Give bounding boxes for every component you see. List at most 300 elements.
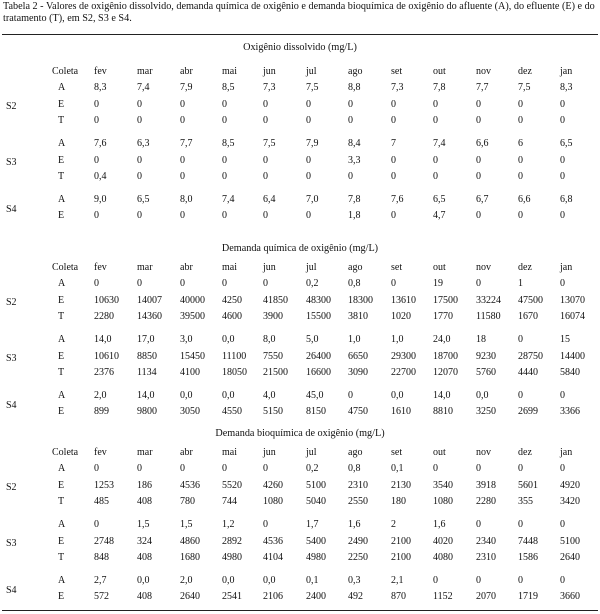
table-cell: 7,7 xyxy=(476,82,489,94)
table-cell: 7,9 xyxy=(306,138,319,150)
table-cell: 8,3 xyxy=(560,82,573,94)
month-header: mai xyxy=(222,66,237,77)
table-cell: 4080 xyxy=(433,551,453,563)
table-cell: 0 xyxy=(263,463,268,475)
table-cell: 0,2 xyxy=(306,278,319,290)
table-cell: 2340 xyxy=(476,535,496,547)
table-cell: 4260 xyxy=(263,479,283,491)
table-cell: 8,0 xyxy=(263,334,276,346)
table-cell: 0 xyxy=(348,390,353,402)
table-cell: 19 xyxy=(433,278,443,290)
table-cell: 3250 xyxy=(476,406,496,418)
table-caption: Tabela 2 - Valores de oxigênio dissolvido, demanda química de oxigênio e demanda bioquímica de oxigênio do afluente (A), do efluente (E) e do tratamento (T), em S2, S3 e S4. xyxy=(3,1,595,24)
table-cell: 7,0 xyxy=(306,194,319,206)
table-cell: 8,5 xyxy=(222,138,235,150)
table-cell: 408 xyxy=(137,495,152,507)
table-cell: 13070 xyxy=(560,294,585,306)
table-cell: 0 xyxy=(263,170,268,182)
row-label: A xyxy=(58,138,66,150)
table-cell: 0 xyxy=(180,98,185,110)
month-header: nov xyxy=(476,66,491,77)
table-cell: 2100 xyxy=(391,535,411,547)
month-header: set xyxy=(391,447,403,458)
table-cell: 0,0 xyxy=(137,575,150,587)
table-cell: 3090 xyxy=(348,366,368,378)
table-cell: 6,8 xyxy=(560,194,573,206)
table-cell: 33224 xyxy=(476,294,501,306)
month-header: ago xyxy=(348,447,363,458)
table-cell: 6 xyxy=(518,138,523,150)
table-cell: 17,0 xyxy=(137,334,155,346)
table-cell: 14,0 xyxy=(433,390,451,402)
table-cell: 6,5 xyxy=(433,194,446,206)
row-label: A xyxy=(58,194,66,206)
table-cell: 0 xyxy=(560,575,565,587)
table-cell: 39500 xyxy=(180,310,205,322)
table-cell: 8,4 xyxy=(348,138,361,150)
table-cell: 2,0 xyxy=(94,390,107,402)
table-cell: 0 xyxy=(391,278,396,290)
table-cell: 0,0 xyxy=(391,390,404,402)
table-cell: 10610 xyxy=(94,350,119,362)
table-cell: 180 xyxy=(391,495,406,507)
table-cell: 26400 xyxy=(306,350,331,362)
table-cell: 47500 xyxy=(518,294,543,306)
section-title: Demanda bioquímica de oxigênio (mg/L) xyxy=(215,428,385,439)
table-cell: 0 xyxy=(476,114,481,126)
row-label: E xyxy=(58,294,65,306)
table-cell: 0 xyxy=(560,114,565,126)
table-cell: 2640 xyxy=(180,591,200,603)
table-cell: 5150 xyxy=(263,406,283,418)
month-header: set xyxy=(391,262,403,273)
site-label: S2 xyxy=(6,100,17,112)
table-cell: 0 xyxy=(222,463,227,475)
table-cell: 0 xyxy=(180,114,185,126)
table-cell: 7,9 xyxy=(180,82,193,94)
table-cell: 0 xyxy=(518,114,523,126)
table-cell: 48300 xyxy=(306,294,331,306)
table-cell: 4,0 xyxy=(263,390,276,402)
table-cell: 6,6 xyxy=(476,138,489,150)
table-cell: 4536 xyxy=(263,535,283,547)
table-cell: 1020 xyxy=(391,310,411,322)
table-cell: 7,3 xyxy=(263,82,276,94)
table-cell: 4750 xyxy=(348,406,368,418)
month-header: mar xyxy=(137,447,153,458)
row-label: E xyxy=(58,350,65,362)
table-cell: 0 xyxy=(180,154,185,166)
row-label: E xyxy=(58,479,65,491)
table-cell: 14400 xyxy=(560,350,585,362)
table-cell: 14,0 xyxy=(94,334,112,346)
table-cell: 14360 xyxy=(137,310,162,322)
table-cell: 0 xyxy=(518,154,523,166)
table-cell: 0 xyxy=(306,114,311,126)
table-cell: 4,7 xyxy=(433,210,446,222)
table-cell: 0 xyxy=(560,98,565,110)
month-header: fev xyxy=(94,66,107,77)
table-cell: 1152 xyxy=(433,591,453,603)
table-cell: 7,4 xyxy=(137,82,150,94)
table-cell: 5520 xyxy=(222,479,242,491)
table-cell: 2310 xyxy=(476,551,496,563)
table-cell: 2 xyxy=(391,519,396,531)
table-cell: 5040 xyxy=(306,495,326,507)
table-cell: 15 xyxy=(560,334,570,346)
table-cell: 0 xyxy=(391,98,396,110)
table-cell: 0 xyxy=(263,98,268,110)
row-label: E xyxy=(58,535,65,547)
table-cell: 18300 xyxy=(348,294,373,306)
table-cell: 4920 xyxy=(560,479,580,491)
table-cell: 0,0 xyxy=(180,390,193,402)
table-cell: 0 xyxy=(263,278,268,290)
table-cell: 0 xyxy=(560,463,565,475)
table-cell: 0 xyxy=(433,154,438,166)
table-cell: 0 xyxy=(94,519,99,531)
table-cell: 10630 xyxy=(94,294,119,306)
table-cell: 1670 xyxy=(518,310,538,322)
table-cell: 4250 xyxy=(222,294,242,306)
table-cell: 5400 xyxy=(306,535,326,547)
coleta-header: Coleta xyxy=(52,447,79,458)
table-cell: 2748 xyxy=(94,535,114,547)
table-cell: 0 xyxy=(137,463,142,475)
table-cell: 7,4 xyxy=(433,138,446,150)
month-header: nov xyxy=(476,262,491,273)
table-cell: 4600 xyxy=(222,310,242,322)
table-cell: 0 xyxy=(137,278,142,290)
table-cell: 899 xyxy=(94,406,109,418)
table-cell: 2280 xyxy=(94,310,114,322)
month-header: jul xyxy=(306,262,317,273)
month-header: jul xyxy=(306,66,317,77)
table-cell: 0,0 xyxy=(476,390,489,402)
table-cell: 1,5 xyxy=(137,519,150,531)
table-cell: 0,0 xyxy=(222,390,235,402)
month-header: abr xyxy=(180,262,193,273)
table-cell: 0 xyxy=(433,575,438,587)
table-cell: 0 xyxy=(476,170,481,182)
table-cell: 0 xyxy=(137,210,142,222)
row-label: T xyxy=(58,310,65,322)
table-cell: 4980 xyxy=(306,551,326,563)
table-cell: 15450 xyxy=(180,350,205,362)
table-cell: 8,0 xyxy=(180,194,193,206)
site-label: S3 xyxy=(6,352,17,364)
table-cell: 6,5 xyxy=(137,194,150,206)
table-cell: 1080 xyxy=(263,495,283,507)
table-cell: 0 xyxy=(180,463,185,475)
table-cell: 0 xyxy=(560,278,565,290)
table-cell: 16600 xyxy=(306,366,331,378)
row-label: T xyxy=(58,114,65,126)
table-cell: 4536 xyxy=(180,479,200,491)
table-top-rule xyxy=(2,34,598,35)
month-header: mai xyxy=(222,447,237,458)
month-header: fev xyxy=(94,447,107,458)
table-cell: 0 xyxy=(518,98,523,110)
table-cell: 870 xyxy=(391,591,406,603)
table-cell: 0 xyxy=(560,519,565,531)
table-cell: 0 xyxy=(306,210,311,222)
table-cell: 8850 xyxy=(137,350,157,362)
table-cell: 7550 xyxy=(263,350,283,362)
site-label: S2 xyxy=(6,481,17,493)
table-cell: 0 xyxy=(391,114,396,126)
table-cell: 7,5 xyxy=(306,82,319,94)
table-cell: 4860 xyxy=(180,535,200,547)
table-cell: 355 xyxy=(518,495,533,507)
table-cell: 744 xyxy=(222,495,237,507)
table-cell: 0 xyxy=(518,575,523,587)
table-cell: 3,3 xyxy=(348,154,361,166)
table-cell: 0 xyxy=(518,170,523,182)
table-cell: 0 xyxy=(476,519,481,531)
table-cell: 1,0 xyxy=(391,334,404,346)
table-cell: 45,0 xyxy=(306,390,324,402)
table-cell: 7,6 xyxy=(94,138,107,150)
table-cell: 0,8 xyxy=(348,463,361,475)
month-header: abr xyxy=(180,447,193,458)
table-cell: 0 xyxy=(433,463,438,475)
table-cell: 40000 xyxy=(180,294,205,306)
table-cell: 14007 xyxy=(137,294,162,306)
table-cell: 4100 xyxy=(180,366,200,378)
table-cell: 2280 xyxy=(476,495,496,507)
table-cell: 0 xyxy=(94,210,99,222)
table-cell: 492 xyxy=(348,591,363,603)
table-cell: 6,3 xyxy=(137,138,150,150)
table-cell: 8,5 xyxy=(222,82,235,94)
table-cell: 0 xyxy=(348,98,353,110)
table-cell: 1,7 xyxy=(306,519,319,531)
table-cell: 0 xyxy=(433,114,438,126)
table-cell: 2892 xyxy=(222,535,242,547)
table-cell: 780 xyxy=(180,495,195,507)
table-cell: 0 xyxy=(306,154,311,166)
month-header: set xyxy=(391,66,403,77)
table-cell: 2130 xyxy=(391,479,411,491)
table-cell: 5760 xyxy=(476,366,496,378)
table-cell: 0,2 xyxy=(306,463,319,475)
table-cell: 2070 xyxy=(476,591,496,603)
table-cell: 17500 xyxy=(433,294,458,306)
table-cell: 7448 xyxy=(518,535,538,547)
site-label: S4 xyxy=(6,400,17,412)
table-cell: 0 xyxy=(94,463,99,475)
table-cell: 7,7 xyxy=(180,138,193,150)
table-cell: 2400 xyxy=(306,591,326,603)
table-cell: 0 xyxy=(137,98,142,110)
table-cell: 7,3 xyxy=(391,82,404,94)
table-cell: 5601 xyxy=(518,479,538,491)
table-cell: 0 xyxy=(476,463,481,475)
table-cell: 2376 xyxy=(94,366,114,378)
table-cell: 0 xyxy=(476,278,481,290)
table-cell: 0 xyxy=(560,154,565,166)
table-cell: 0 xyxy=(391,154,396,166)
table-cell: 0 xyxy=(518,210,523,222)
site-label: S3 xyxy=(6,537,17,549)
table-cell: 2541 xyxy=(222,591,242,603)
table-cell: 3050 xyxy=(180,406,200,418)
table-cell: 0 xyxy=(222,278,227,290)
table-cell: 0,1 xyxy=(391,463,404,475)
row-label: A xyxy=(58,575,66,587)
table-cell: 24,0 xyxy=(433,334,451,346)
table-cell: 7,6 xyxy=(391,194,404,206)
site-label: S4 xyxy=(6,585,17,597)
table-cell: 15500 xyxy=(306,310,331,322)
table-cell: 0,3 xyxy=(348,575,361,587)
row-label: E xyxy=(58,210,65,222)
table-cell: 1,8 xyxy=(348,210,361,222)
month-header: jul xyxy=(306,447,317,458)
table-cell: 7,8 xyxy=(348,194,361,206)
month-header: out xyxy=(433,262,446,273)
row-label: T xyxy=(58,366,65,378)
row-label: A xyxy=(58,278,66,290)
table-cell: 0 xyxy=(476,575,481,587)
table-cell: 3420 xyxy=(560,495,580,507)
table-cell: 485 xyxy=(94,495,109,507)
month-header: mar xyxy=(137,262,153,273)
table-cell: 0 xyxy=(222,98,227,110)
table-cell: 1253 xyxy=(94,479,114,491)
table-cell: 0 xyxy=(263,114,268,126)
table-cell: 6650 xyxy=(348,350,368,362)
table-cell: 3366 xyxy=(560,406,580,418)
table-cell: 0,0 xyxy=(222,575,235,587)
month-header: jun xyxy=(263,262,276,273)
table-cell: 1 xyxy=(518,278,523,290)
table-cell: 1,6 xyxy=(433,519,446,531)
table-cell: 5100 xyxy=(306,479,326,491)
table-cell: 848 xyxy=(94,551,109,563)
table-cell: 0 xyxy=(94,98,99,110)
month-header: mar xyxy=(137,66,153,77)
table-cell: 0 xyxy=(518,390,523,402)
site-label: S3 xyxy=(6,156,17,168)
table-cell: 0 xyxy=(476,98,481,110)
month-header: ago xyxy=(348,262,363,273)
table-cell: 12070 xyxy=(433,366,458,378)
row-label: A xyxy=(58,519,66,531)
table-cell: 1,2 xyxy=(222,519,235,531)
row-label: E xyxy=(58,98,65,110)
table-cell: 3810 xyxy=(348,310,368,322)
table-cell: 0 xyxy=(180,210,185,222)
table-cell: 21500 xyxy=(263,366,288,378)
table-cell: 2,1 xyxy=(391,575,404,587)
row-label: T xyxy=(58,551,65,563)
table-cell: 0 xyxy=(263,519,268,531)
table-cell: 0,1 xyxy=(306,575,319,587)
site-label: S4 xyxy=(6,204,17,216)
table-cell: 3660 xyxy=(560,591,580,603)
table-cell: 7,4 xyxy=(222,194,235,206)
table-cell: 2640 xyxy=(560,551,580,563)
table-cell: 0 xyxy=(137,114,142,126)
coleta-header: Coleta xyxy=(52,262,79,273)
table-cell: 41850 xyxy=(263,294,288,306)
table-cell: 186 xyxy=(137,479,152,491)
table-cell: 8150 xyxy=(306,406,326,418)
table-cell: 4020 xyxy=(433,535,453,547)
table-cell: 4440 xyxy=(518,366,538,378)
table-cell: 2100 xyxy=(391,551,411,563)
month-header: out xyxy=(433,66,446,77)
table-cell: 4104 xyxy=(263,551,283,563)
table-cell: 0 xyxy=(180,170,185,182)
table-cell: 5840 xyxy=(560,366,580,378)
table-cell: 1134 xyxy=(137,366,157,378)
month-header: nov xyxy=(476,447,491,458)
table-cell: 0,0 xyxy=(263,575,276,587)
table-cell: 5100 xyxy=(560,535,580,547)
table-cell: 8,8 xyxy=(348,82,361,94)
table-cell: 11580 xyxy=(476,310,501,322)
table-cell: 0,4 xyxy=(94,170,107,182)
table-cell: 0 xyxy=(222,210,227,222)
table-cell: 0 xyxy=(560,210,565,222)
table-cell: 6,7 xyxy=(476,194,489,206)
table-bottom-rule xyxy=(2,610,598,611)
month-header: dez xyxy=(518,262,532,273)
table-cell: 408 xyxy=(137,591,152,603)
row-label: E xyxy=(58,406,65,418)
table-cell: 7,5 xyxy=(518,82,531,94)
site-label: S2 xyxy=(6,296,17,308)
table-cell: 0 xyxy=(518,463,523,475)
table-cell: 7 xyxy=(391,138,396,150)
month-header: dez xyxy=(518,66,532,77)
table-cell: 408 xyxy=(137,551,152,563)
table-cell: 1,6 xyxy=(348,519,361,531)
table-cell: 9,0 xyxy=(94,194,107,206)
table-cell: 0 xyxy=(94,278,99,290)
table-cell: 2106 xyxy=(263,591,283,603)
table-cell: 0 xyxy=(433,98,438,110)
table-cell: 0 xyxy=(518,519,523,531)
table-cell: 572 xyxy=(94,591,109,603)
section-title: Oxigênio dissolvido (mg/L) xyxy=(243,42,357,53)
table-cell: 18050 xyxy=(222,366,247,378)
table-cell: 0 xyxy=(222,170,227,182)
table-cell: 0 xyxy=(348,114,353,126)
month-header: jun xyxy=(263,447,276,458)
table-cell: 6,4 xyxy=(263,194,276,206)
month-header: mai xyxy=(222,262,237,273)
table-cell: 8810 xyxy=(433,406,453,418)
table-cell: 14,0 xyxy=(137,390,155,402)
table-cell: 0 xyxy=(391,170,396,182)
table-cell: 8,3 xyxy=(94,82,107,94)
table-cell: 22700 xyxy=(391,366,416,378)
table-cell: 2,7 xyxy=(94,575,107,587)
month-header: jan xyxy=(560,66,573,77)
coleta-header: Coleta xyxy=(52,66,79,77)
table-cell: 28750 xyxy=(518,350,543,362)
table-cell: 1586 xyxy=(518,551,538,563)
table-cell: 18 xyxy=(476,334,486,346)
row-label: A xyxy=(58,334,66,346)
month-header: ago xyxy=(348,66,363,77)
table-cell: 2490 xyxy=(348,535,368,547)
table-cell: 1770 xyxy=(433,310,453,322)
